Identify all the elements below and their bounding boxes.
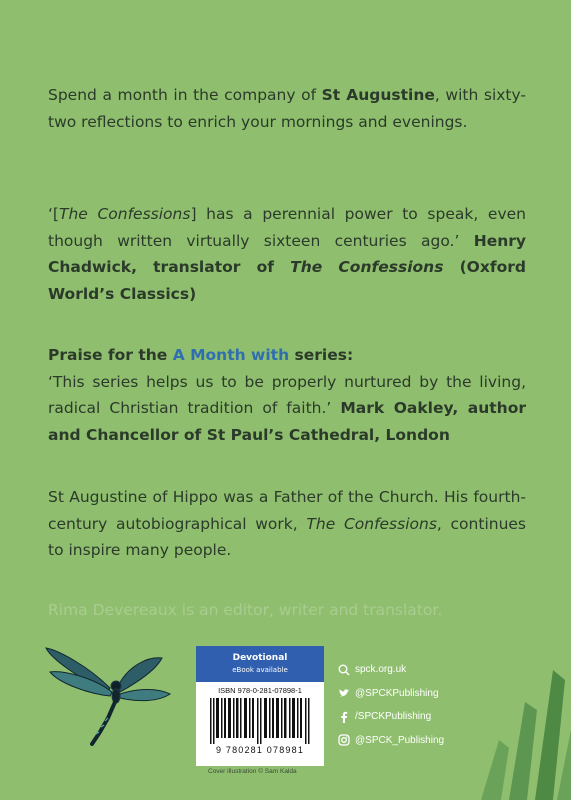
- quote-attribution: Henry Chadwick, translator of: [48, 231, 526, 276]
- instagram-icon: [338, 734, 350, 746]
- facebook-label: /SPCKPublishing: [355, 711, 432, 723]
- quote-open: ‘[: [48, 205, 59, 223]
- category-label: Devotional: [232, 653, 288, 663]
- facebook-icon: [338, 711, 350, 723]
- about-augustine: [48, 484, 526, 564]
- quote-text: ] has a perennial power to speak, even though written virtually sixteen centuries ago.’: [48, 205, 527, 250]
- praise-lead: Praise for the: [48, 346, 173, 364]
- website-label: spck.org.uk: [355, 664, 407, 676]
- quote-book-title: The Confessions: [58, 205, 191, 223]
- search-icon: [338, 664, 350, 676]
- series-praise: [48, 342, 526, 448]
- decorative-stripes: [461, 670, 571, 800]
- barcode-number: 9 780281 078981: [215, 745, 305, 755]
- attribution-book-title: The Confessions: [290, 258, 444, 276]
- category-header: [196, 646, 324, 682]
- barcode-bars: [206, 698, 314, 744]
- about-text-end: , continues to inspire many people.: [48, 514, 527, 559]
- isbn-text: ISBN 978-0-281-07898-1: [218, 686, 302, 695]
- facebook-link[interactable]: [338, 705, 444, 729]
- cover-credit: Cover illustration © Sam Kalda: [208, 768, 297, 775]
- praise-lead-end: series:: [289, 346, 354, 364]
- twitter-link[interactable]: [338, 682, 444, 706]
- about-text: St Augustine of Hippo was a Father of the Church. His fourth-century autobiographical work,: [48, 488, 526, 533]
- attribution-publisher: (Oxford World’s Classics): [48, 258, 526, 303]
- twitter-icon: [338, 687, 350, 699]
- series-name: A Month with: [172, 346, 290, 364]
- instagram-label: @SPCK_Publishing: [355, 734, 445, 746]
- publisher-links: [338, 658, 444, 752]
- ebook-label: eBook available: [232, 666, 288, 674]
- twitter-label: @SPCKPublishing: [355, 687, 439, 699]
- intro-subject: St Augustine: [321, 86, 435, 104]
- chadwick-quote: [48, 201, 526, 307]
- praise-attribution: Mark Oakley, author and Chancellor of St Paul’s Cathedral, London: [48, 399, 527, 444]
- intro-paragraph: [48, 82, 526, 135]
- website-link[interactable]: [338, 658, 444, 682]
- barcode-label: [196, 646, 324, 766]
- instagram-link[interactable]: [338, 729, 444, 753]
- intro-text: Spend a month in the company of: [48, 86, 322, 104]
- about-book-title: The Confessions: [306, 514, 437, 533]
- dragonfly-illustration: [38, 626, 188, 756]
- author-bio: Rima Devereaux is an editor, writer and translator.: [48, 601, 443, 619]
- intro-text-end: , with sixty-two reflections to enrich your mornings and evenings.: [48, 86, 527, 131]
- praise-quote: ‘This series helps us to be properly nurtured by the living, radical Christian tradition of faith.’: [48, 372, 526, 417]
